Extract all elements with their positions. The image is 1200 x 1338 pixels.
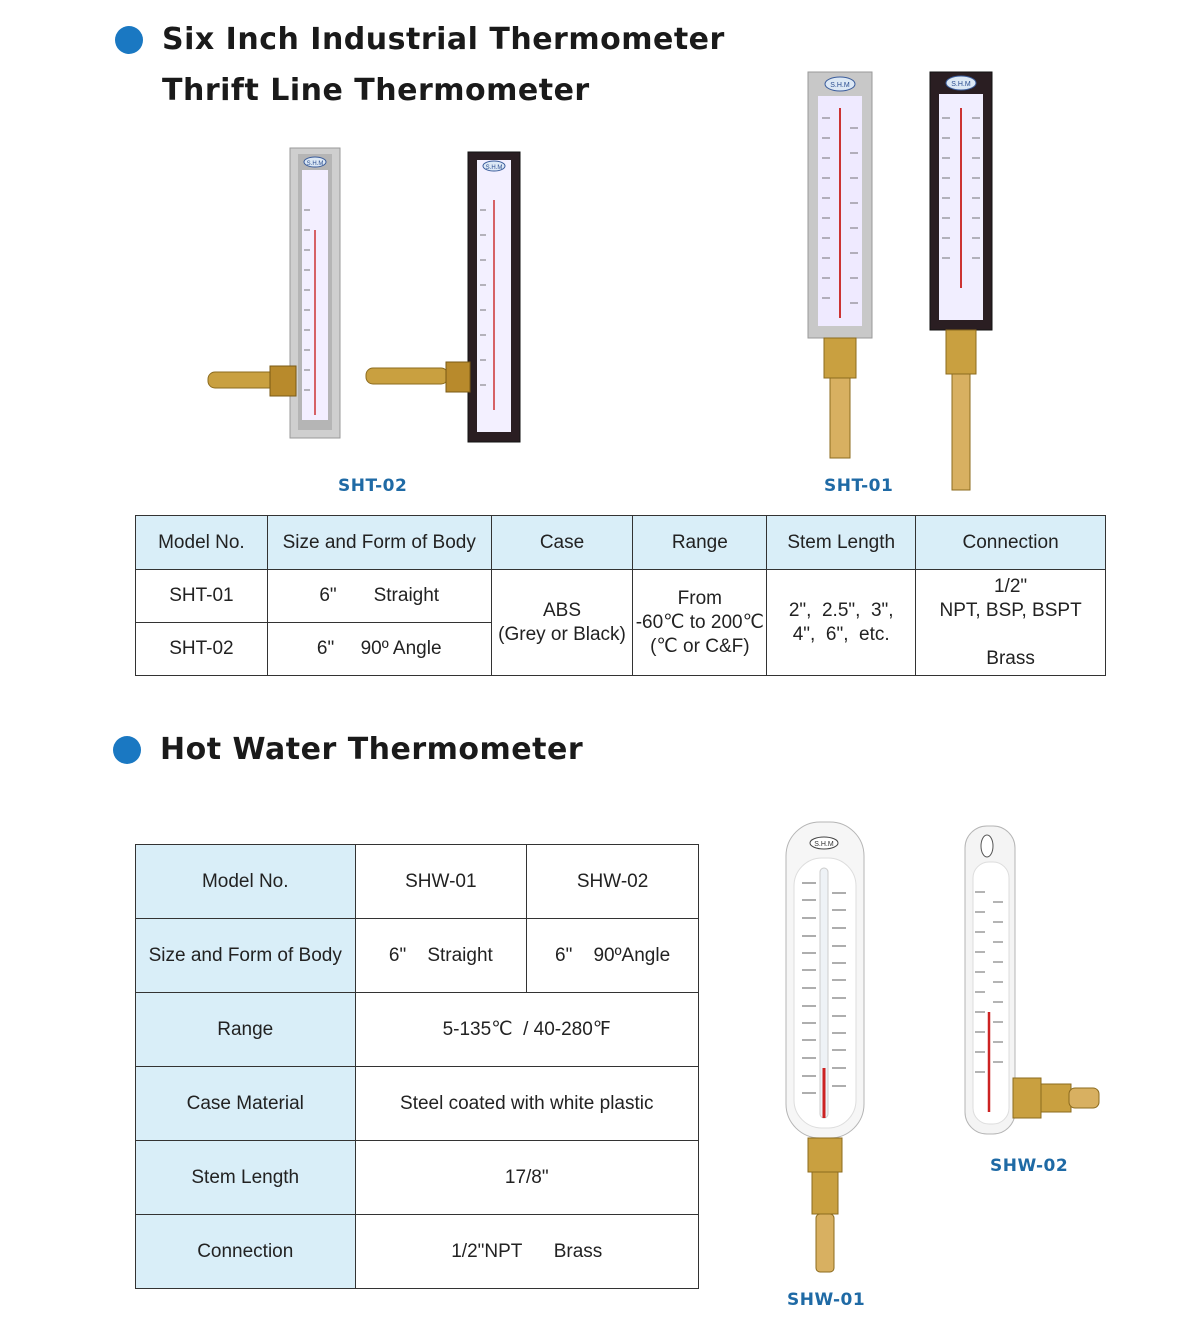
connection-line-2: NPT, BSP, BSPT — [939, 599, 1082, 621]
section1-subtitle: Thrift Line Thermometer — [162, 73, 590, 108]
sht02-thermometer-image — [200, 140, 540, 450]
shw01-model-cell: SHW-01 — [355, 845, 527, 919]
range-line-1: From — [677, 587, 722, 609]
header-case: Case — [491, 516, 633, 570]
connection-line-3: Brass — [986, 647, 1035, 669]
sht01-size-cell: 6" Straight — [267, 570, 491, 623]
shw01-size-cell: 6" Straight — [355, 919, 527, 993]
case-line-1: ABS — [543, 599, 582, 621]
shw-stem-value: 17/8" — [355, 1141, 699, 1215]
shw02-thermometer-image — [955, 822, 1105, 1142]
sht02-grey-brand-logo: S.H.M — [306, 161, 324, 167]
range-line-3: (℃ or C&F) — [650, 635, 750, 657]
section2-title: Hot Water Thermometer — [160, 732, 584, 767]
header-connection: Connection — [916, 516, 1106, 570]
sht01-grey-brand-logo: S.H.M — [830, 82, 850, 89]
shw-size-label: Size and Form of Body — [136, 919, 356, 993]
section-bullet-icon — [115, 26, 143, 54]
header-range: Range — [633, 516, 767, 570]
sht02-caption: SHT-02 — [338, 476, 408, 496]
shw02-model-cell: SHW-02 — [527, 845, 699, 919]
stem-cell — [767, 570, 916, 676]
shw01-brand-logo: S.H.M — [814, 841, 834, 848]
shw-stem-label: Stem Length — [136, 1141, 356, 1215]
sht02-size-cell: 6" 90º Angle — [267, 623, 491, 676]
shw-spec-table — [135, 844, 699, 1289]
case-cell — [491, 570, 633, 676]
range-line-2: -60℃ to 200℃ — [635, 611, 764, 633]
shw-connection-label: Connection — [136, 1215, 356, 1289]
connection-cell — [916, 570, 1106, 676]
section1-title: Six Inch Industrial Thermometer — [162, 22, 725, 57]
sht02-model-cell: SHT-02 — [136, 623, 268, 676]
stem-line-2: 4", 6", etc. — [792, 623, 890, 645]
header-size-form: Size and Form of Body — [267, 516, 491, 570]
sht01-model-cell: SHT-01 — [136, 570, 268, 623]
range-cell — [633, 570, 767, 676]
sht02-black-brand-logo: S.H.M — [485, 165, 503, 171]
shw02-size-cell: 6" 90ºAngle — [527, 919, 699, 993]
stem-line-1: 2", 2.5", 3", — [788, 599, 894, 621]
shw01-thermometer-image — [780, 818, 870, 1278]
shw02-caption: SHW-02 — [990, 1156, 1069, 1176]
shw-case-label: Case Material — [136, 1067, 356, 1141]
sht01-thermometer-image — [800, 68, 1000, 498]
sht01-caption: SHT-01 — [824, 476, 894, 496]
shw-range-label: Range — [136, 993, 356, 1067]
shw-case-value: Steel coated with white plastic — [355, 1067, 699, 1141]
header-stem-length: Stem Length — [767, 516, 916, 570]
sht01-black-brand-logo: S.H.M — [951, 81, 971, 88]
section-bullet-icon — [113, 736, 141, 764]
shw-model-label: Model No. — [136, 845, 356, 919]
connection-line-1: 1/2" — [993, 575, 1028, 597]
shw01-caption: SHW-01 — [787, 1290, 866, 1310]
shw-range-value: 5-135℃ / 40-280℉ — [355, 993, 699, 1067]
sht-spec-table — [135, 515, 1106, 676]
shw-connection-value: 1/2"NPT Brass — [355, 1215, 699, 1289]
header-model-no: Model No. — [136, 516, 268, 570]
case-line-2: (Grey or Black) — [498, 623, 626, 645]
